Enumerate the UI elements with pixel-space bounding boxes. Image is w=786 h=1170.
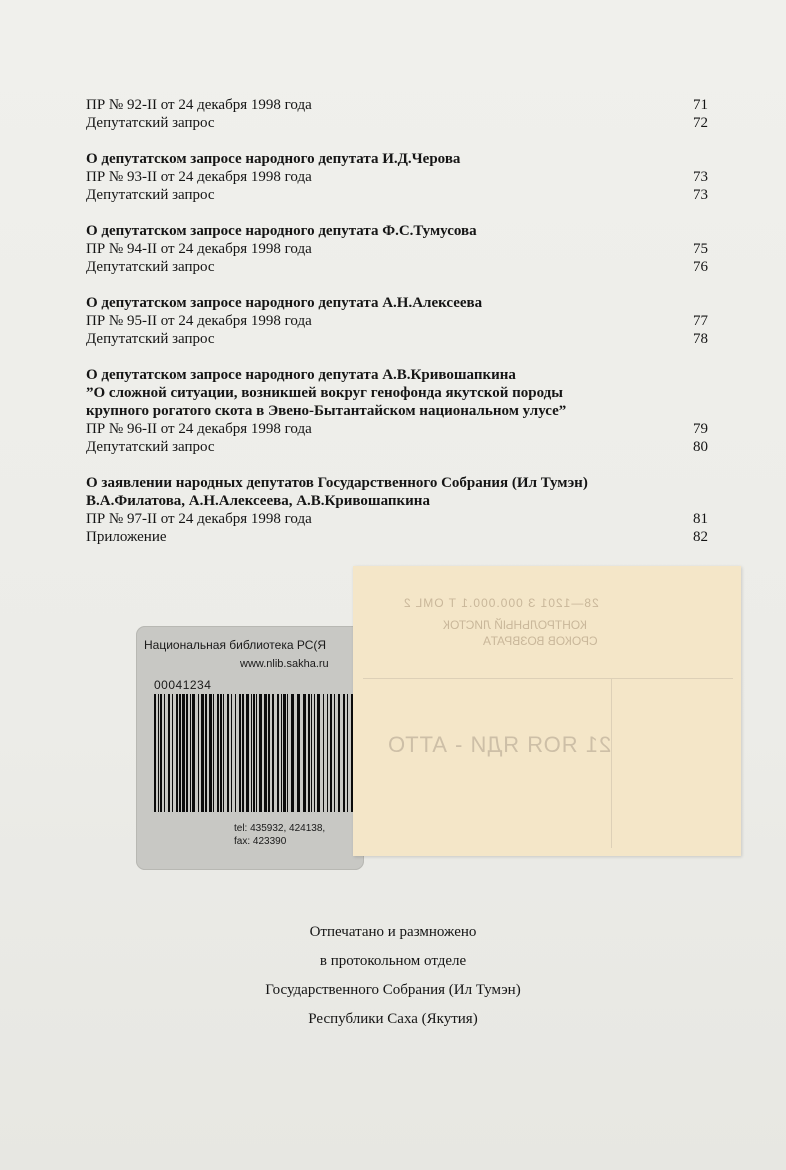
toc-group — [86, 294, 708, 348]
barcode-bar — [154, 694, 156, 812]
barcode-bar — [213, 694, 214, 812]
toc-entry — [86, 510, 708, 528]
barcode-bar — [311, 694, 312, 812]
toc-entry-title: ПР № 95-II от 24 декабря 1998 года — [86, 313, 312, 329]
slip-subtitle-line: СРОКОВ ВОЗВРАТА — [483, 634, 598, 648]
barcode-bar — [253, 694, 255, 812]
barcode-bar — [251, 694, 252, 812]
toc-heading-line: ”О сложной ситуации, возникшей вокруг генофонда якутской породы — [86, 385, 563, 401]
slip-title-line: КОНТРОЛЬНЫЙ ЛИСТОК — [443, 618, 588, 632]
toc-entry-title: Депутатский запрос — [86, 331, 215, 347]
barcode-bar — [164, 694, 165, 812]
barcode-number: 00041234 — [154, 678, 212, 692]
toc-heading-line: В.А.Филатова, А.Н.Алексеева, А.В.Кривошапкина — [86, 493, 430, 509]
library-tel: tel: 435932, 424138, — [234, 823, 326, 834]
toc-heading-line: О депутатском запросе народного депутата Ф.С.Тумусова — [86, 223, 477, 239]
barcode-bar — [223, 694, 224, 812]
barcode-bar — [205, 694, 207, 812]
toc-heading-line: О заявлении народных депутатов Государственного Собрания (Ил Тумэн) — [86, 475, 588, 491]
barcode-bar — [347, 694, 348, 812]
barcode-bar — [190, 694, 191, 812]
imprint-line: Государственного Собрания (Ил Тумэн) — [265, 982, 521, 998]
toc-heading-line: О депутатском запросе народного депутата А.В.Кривошапкина — [86, 367, 516, 383]
barcode-image — [154, 694, 354, 812]
toc-group — [86, 474, 708, 546]
toc-page-number: 78 — [693, 331, 708, 347]
barcode-bar — [246, 694, 249, 812]
barcode-bar — [235, 694, 236, 812]
toc-page-number: 73 — [693, 187, 708, 203]
toc-entry — [86, 96, 708, 114]
toc-entry-title: ПР № 96-II от 24 декабря 1998 года — [86, 421, 312, 437]
toc-entry — [86, 438, 708, 456]
barcode-bar — [308, 694, 310, 812]
toc-page-number: 75 — [693, 241, 708, 257]
toc-page-number: 80 — [693, 439, 708, 455]
toc-page-number: 81 — [693, 511, 708, 527]
toc-heading-line: О депутатском запросе народного депутата И.Д.Черова — [86, 151, 461, 167]
toc-entry-title: Депутатский запрос — [86, 115, 215, 131]
toc-entry-title: Депутатский запрос — [86, 187, 215, 203]
barcode-bar — [297, 694, 300, 812]
slip-rule-vertical — [611, 678, 612, 848]
barcode-bar — [330, 694, 332, 812]
barcode-bar — [209, 694, 212, 812]
barcode-bar — [303, 694, 306, 812]
barcode-bar — [158, 694, 159, 812]
toc-entry — [86, 420, 708, 438]
due-date-slip — [353, 566, 741, 856]
barcode-bar — [291, 694, 294, 812]
slip-bleed-through-print — [363, 582, 733, 848]
toc-entry — [86, 312, 708, 330]
barcode-bar — [287, 694, 288, 812]
toc-entry-title: Депутатский запрос — [86, 439, 215, 455]
toc-entry — [86, 186, 708, 204]
library-website: www.nlib.sakha.ru — [240, 658, 329, 670]
slip-date-stamp: 21 ЯОЯ ЯДИ - АТТО — [387, 732, 612, 757]
table-of-contents — [86, 96, 708, 564]
barcode-bar — [343, 694, 345, 812]
barcode-bar — [268, 694, 270, 812]
toc-page-number: 72 — [693, 115, 708, 131]
toc-page-number: 76 — [693, 259, 708, 275]
toc-entry — [86, 528, 708, 546]
toc-page-number: 77 — [693, 313, 708, 329]
barcode-bar — [160, 694, 162, 812]
barcode-bar — [201, 694, 204, 812]
imprint-line: в протокольном отделе — [319, 953, 467, 969]
barcode-bar — [314, 694, 315, 812]
slip-rule-horizontal — [363, 678, 733, 679]
imprint-line: Республики Саха (Якутия) — [308, 1011, 478, 1027]
barcode-bar — [227, 694, 229, 812]
barcode-bar — [176, 694, 178, 812]
barcode-bar — [317, 694, 320, 812]
barcode-bar — [338, 694, 340, 812]
barcode-bar — [256, 694, 257, 812]
toc-page-number: 82 — [693, 529, 708, 545]
barcode-bar — [172, 694, 173, 812]
barcode-bar — [283, 694, 286, 812]
barcode-bar — [168, 694, 170, 812]
barcode-bar — [186, 694, 188, 812]
toc-page-number: 71 — [693, 97, 708, 113]
barcode-bar — [231, 694, 232, 812]
barcode-bar — [242, 694, 244, 812]
toc-entry-title: Приложение — [86, 529, 167, 545]
barcode-bar — [264, 694, 267, 812]
toc-heading-line: О депутатском запросе народного депутата А.Н.Алексеева — [86, 295, 483, 311]
library-fax: fax: 423390 — [234, 836, 287, 847]
toc-entry — [86, 240, 708, 258]
barcode-bar — [334, 694, 335, 812]
toc-entry-title: ПР № 92-II от 24 декабря 1998 года — [86, 97, 312, 113]
barcode-bar — [272, 694, 274, 812]
slip-header: 28—1201 З 000.000.1 T ОМL 2 — [403, 596, 599, 610]
toc-entry — [86, 114, 708, 132]
barcode-bar — [217, 694, 219, 812]
imprint-line: Отпечатано и размножено — [309, 924, 477, 940]
barcode-bar — [182, 694, 185, 812]
barcode-bar — [277, 694, 279, 812]
toc-entry-title: ПР № 97-II от 24 декабря 1998 года — [86, 511, 312, 527]
toc-entry — [86, 258, 708, 276]
toc-heading-line: крупного рогатого скота в Эвено-Бытантайском национальном улусе” — [86, 403, 567, 419]
library-name: Национальная библиотека РС(Я — [144, 638, 327, 652]
barcode-bar — [179, 694, 181, 812]
barcode-bar — [220, 694, 222, 812]
toc-entry-title: Депутатский запрос — [86, 259, 215, 275]
barcode-bar — [327, 694, 328, 812]
barcode-bar — [198, 694, 199, 812]
toc-group — [86, 150, 708, 204]
imprint-footer — [0, 918, 786, 1034]
toc-entry — [86, 168, 708, 186]
toc-entry-title: ПР № 94-II от 24 декабря 1998 года — [86, 241, 312, 257]
toc-group — [86, 222, 708, 276]
barcode-bar — [259, 694, 262, 812]
toc-page-number: 79 — [693, 421, 708, 437]
barcode-bar — [239, 694, 241, 812]
library-barcode-label — [136, 626, 364, 870]
toc-entry-title: ПР № 93-II от 24 декабря 1998 года — [86, 169, 312, 185]
toc-group — [86, 96, 708, 132]
library-contacts — [234, 822, 325, 848]
toc-page-number: 73 — [693, 169, 708, 185]
toc-group — [86, 366, 708, 456]
barcode-bar — [281, 694, 282, 812]
barcode-bar — [192, 694, 195, 812]
toc-entry — [86, 330, 708, 348]
barcode-bar — [323, 694, 324, 812]
